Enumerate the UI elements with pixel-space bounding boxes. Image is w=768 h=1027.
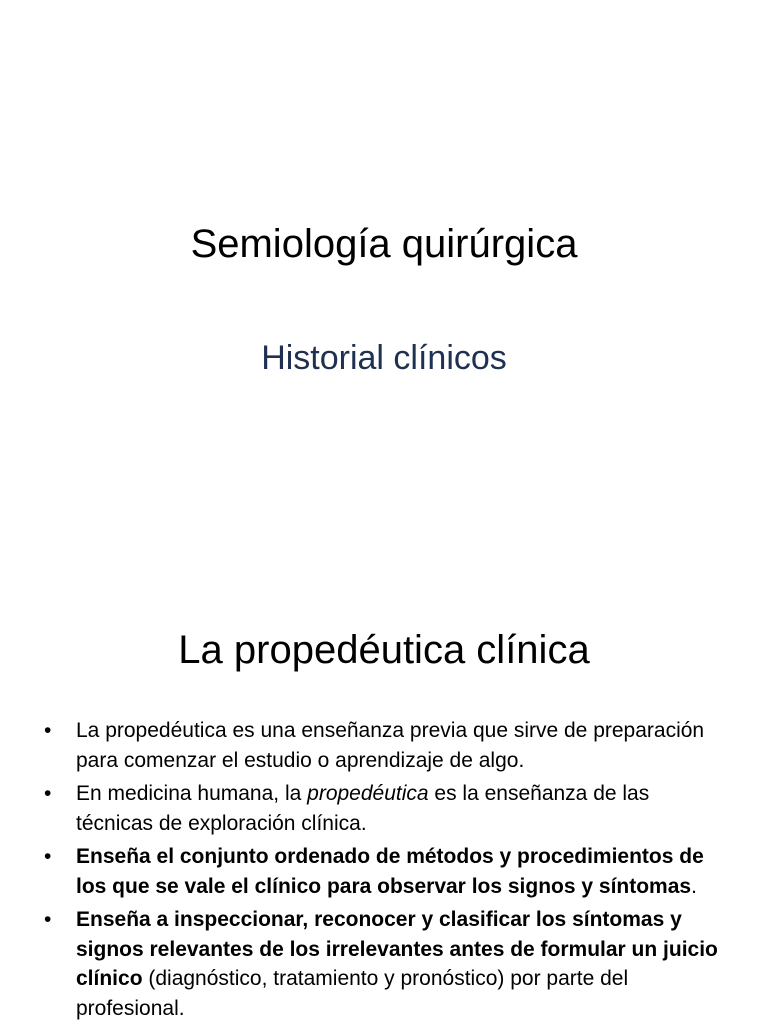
list-item	[40, 779, 720, 838]
bullet-text-bold: Enseña el conjunto ordenado de métodos y procedimientos de los que se vale el clínico para observar los signos y síntomas	[76, 845, 704, 898]
slide-2-title: La propedéutica clínica	[178, 628, 590, 672]
bullet-text-end: (diagnóstico, tratamiento y pronóstico) por parte del profesional.	[76, 967, 629, 1020]
bullet-marker: •	[44, 908, 52, 931]
bullet-text-italic: propedéutica	[307, 782, 429, 805]
slide-2	[0, 576, 768, 1024]
bullet-text-end: es la enseñanza de las técnicas de exploración clínica.	[76, 782, 650, 835]
bullet-text-start: En medicina humana, la	[76, 782, 308, 805]
list-item	[40, 716, 720, 775]
bullet-text: La propedéutica es una enseñanza previa que sirve de preparación para comenzar el estudio o aprendizaje de algo.	[76, 719, 705, 772]
bullet-marker: •	[44, 719, 52, 742]
list-item	[40, 905, 720, 1023]
bullet-text-bold: Enseña a inspeccionar, reconocer y clasificar los síntomas y signos relevantes de los irrelevantes antes de formular un juicio clínico	[76, 908, 718, 990]
bullet-marker: •	[44, 782, 52, 805]
slide-1-title: Semiología quirúrgica	[190, 222, 578, 266]
bullet-marker: •	[44, 845, 52, 868]
bullet-list	[40, 716, 720, 1027]
slide-1-subtitle: Historial clínicos	[261, 339, 507, 377]
list-item	[40, 842, 720, 901]
bullet-text-end: .	[691, 874, 697, 898]
